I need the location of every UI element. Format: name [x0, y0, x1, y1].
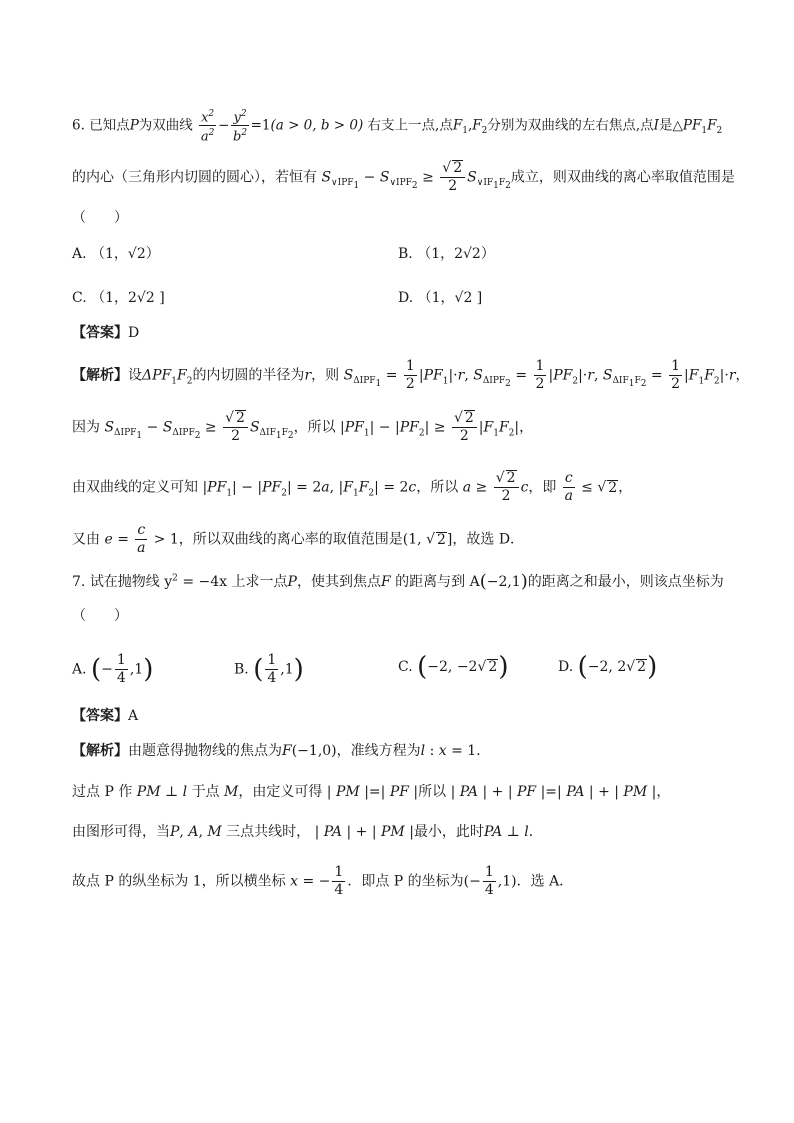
q7-option-d: D. (−2, 2√ 2) — [558, 652, 658, 682]
q7-line-1: 7. 试在抛物线 $y^2 = -4x$ 上求一点P，使其到焦点F 的距离与到 A(−2,1)的距离之和最小，则该点坐标为 — [72, 571, 724, 592]
q7-option-a: A. (− $\frac{1}{4}$ ,1) — [72, 652, 154, 686]
q7-option-c: C. (−2, −2√ 2) — [398, 652, 509, 682]
q6-blank: （ ） — [72, 210, 128, 226]
q7-analysis-4: 故点 P 的纵坐标为 1，所以横坐标 x = − $\frac{1}{4}$ ．即点 P 的坐标为(− $\frac{1}{4}$ ,1)．选 A． — [72, 864, 574, 898]
q6-analysis-2: 因为 $S_{\Delta IPF_1} - S_{\Delta IPF_2}$ ≥ $\frac{√ 2}{2}$ $S_{\Delta IF_1F_2}$，所以 $|PF_1| - |PF_2|$ ≥ $\frac{√ 2}{2}$ $|F_1F_2|$， — [72, 410, 534, 444]
q6-option-d: D. （1，√2 ] — [398, 290, 483, 306]
q6-line-2: 的内心（三角形内切圆的圆心），若恒有 $S_{\vee IPF_1} - S_{\vee IPF_2}$ ≥ $\frac{√ 2}{2}$ $S_{\vee IF_1F_2}$成立，则双曲线的离心率取值范围是 — [72, 160, 735, 194]
q6-intro: 已知点 — [89, 117, 130, 134]
q6-analysis-1: 【解析】设$\Delta PF_1F_2$的内切圆的半径为r，则 $S_{\Delta IPF_1}$ = $\frac{1}{2}$ $|PF_1|\cdot r$, $S_{\Delta IPF_2}$ = $\frac{1}{2}$ $|PF_2|\cdot r$, $S_{\Delta IF_1F_2}$ = $\frac{1}{2}$ $|F_1F_2|\cdot r$， — [72, 358, 750, 392]
q7-answer: 【答案】A — [72, 708, 139, 724]
q6-option-b: B. （1，2√2） — [398, 246, 495, 262]
y2-over-b2: $\frac{y^2}{b^2}$ — [232, 109, 248, 145]
x2-over-a2: $\frac{x^2}{a^2}$ — [200, 109, 215, 145]
q7-option-b: B. ( $\frac{1}{4}$ ,1) — [234, 652, 304, 686]
q7-analysis-3: 由图形可得，当P, A, M 三点共线时， | PA | + | PM |最小，此时PA ⊥ l． — [72, 824, 543, 840]
q7-analysis-2: 过点 P 作 PM ⊥ l 于点 M，由定义可得 | PM |=| PF |所以 | PA | + | PF |=| PA | + | PM |， — [72, 784, 671, 800]
q7-blank: （ ） — [72, 608, 128, 624]
q6-option-a: A. （1，√2） — [72, 246, 160, 262]
q6-answer: 【答案】D — [72, 325, 140, 341]
q7-number: 7. — [72, 574, 86, 590]
q6-line-1: 6. 已知点P为双曲线 $\frac{x^2}{a^2}$ − $\frac{y^2}{b^2}$ =1(a > 0, b > 0) 右支上一点,点$F_1,F_2$分别为双曲线的左右焦点,点I是$\triangle PF_1F_2$ — [72, 109, 723, 145]
q6-number: 6. — [72, 117, 85, 134]
q6-analysis-3: 由双曲线的定义可知 $|PF_1| - |PF_2| = 2a$, $|F_1F_2| = 2c$，所以 a ≥ $\frac{√ 2}{2}$ c，即 $\frac{c}{a}$ ≤ √ 2， — [72, 470, 633, 504]
sqrt2-over-2: $\frac{√ 2}{2}$ — [440, 160, 465, 195]
q7-analysis-1: 【解析】由题意得抛物线的焦点为F(−1,0)，准线方程为l : x = 1． — [72, 743, 491, 759]
q6-option-c: C. （1，2√2 ] — [72, 290, 165, 306]
q6-analysis-4: 又由 e = $\frac{c}{a}$ > 1，所以双曲线的离心率的取值范围是(1, √ 2]，故选 D． — [72, 522, 525, 556]
